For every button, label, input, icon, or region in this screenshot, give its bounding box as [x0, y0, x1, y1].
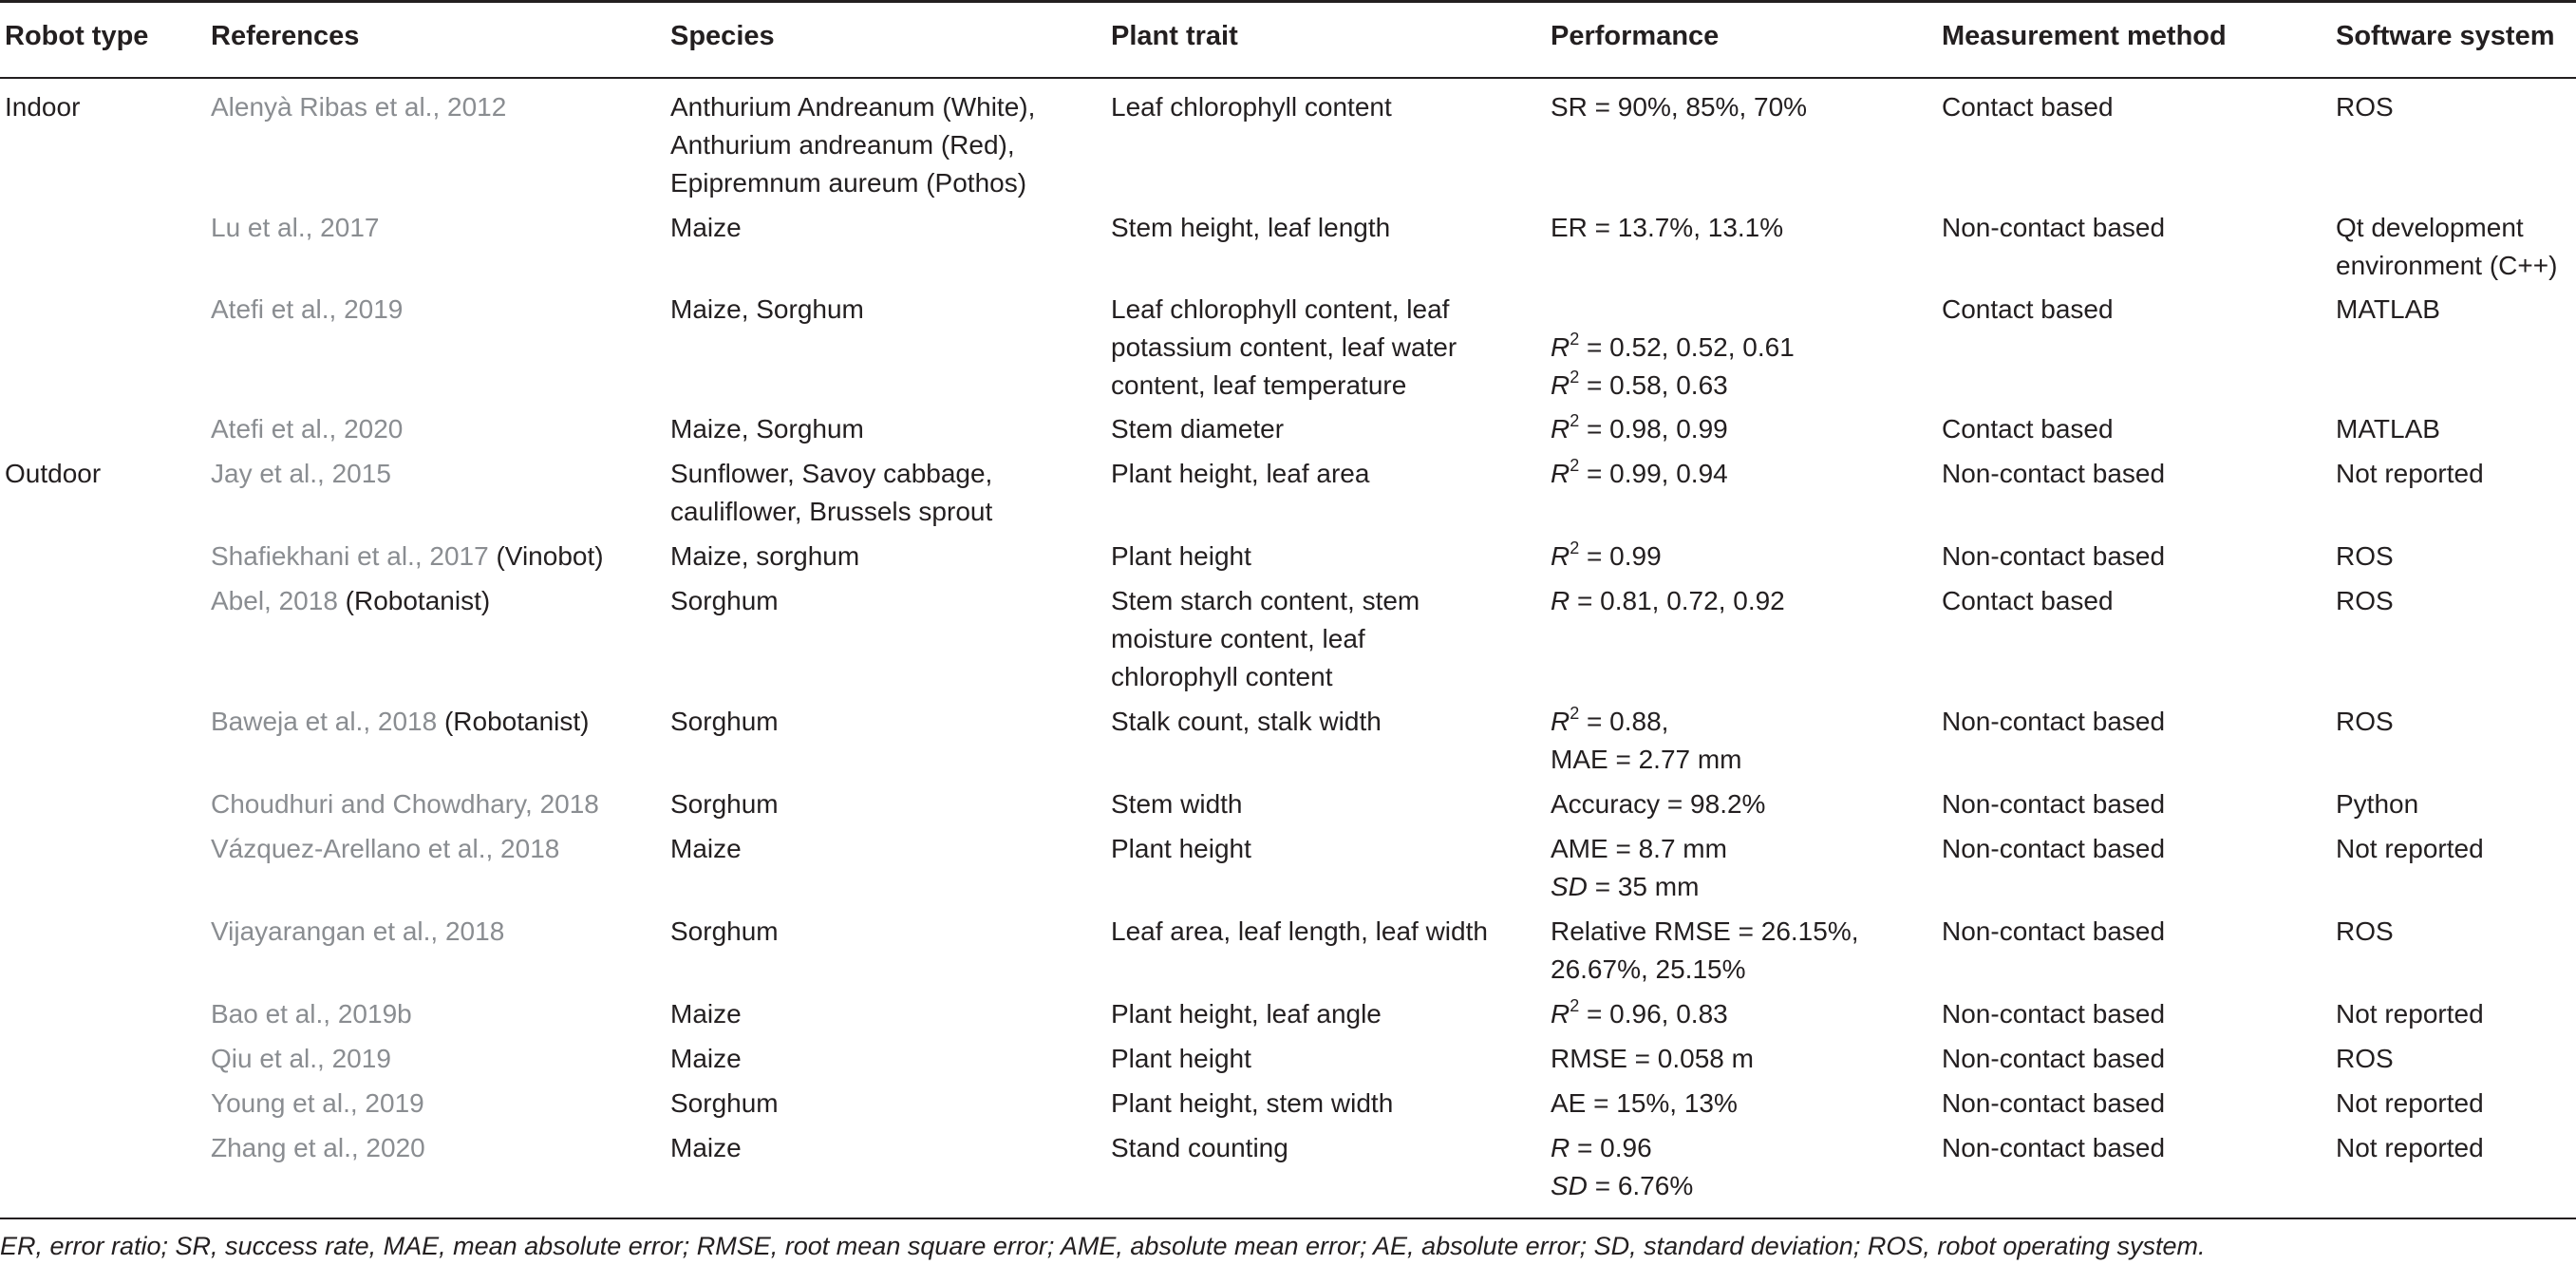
performance-cell: $R^2 = 0.96$, 0.83: [1551, 995, 1728, 1029]
software-system-cell: Not reported: [2336, 834, 2484, 863]
plant-trait-cell: Stem diameter: [1111, 414, 1285, 444]
species-cell: Maize: [670, 213, 742, 242]
species-cell: Maize: [670, 834, 742, 863]
header-software-system: Software system: [2336, 21, 2555, 51]
species-cell: Maize, sorghum: [670, 541, 860, 571]
software-system-cell: Not reported: [2336, 1133, 2484, 1162]
measurement-method-cell: Non-contact based: [1942, 834, 2166, 863]
header-performance: Performance: [1551, 21, 1720, 51]
plant-trait-cell: Leaf area, leaf length, leaf width: [1111, 916, 1488, 946]
reference-link[interactable]: Atefi et al., 2020: [211, 414, 404, 444]
plant-trait-cell: Stem width: [1111, 789, 1243, 819]
reference-link[interactable]: Abel, 2018 (Robotanist): [211, 586, 491, 615]
performance-cell: RMSE = 0.058 m: [1551, 1044, 1754, 1073]
reference-link[interactable]: Lu et al., 2017: [211, 213, 380, 242]
plant-trait-cell: Stem starch content, stem moisture content, leaf chlorophyll content: [1111, 586, 1420, 691]
performance-cell: R = 0.81, 0.72, 0.92: [1551, 586, 1785, 615]
measurement-method-cell: Non-contact based: [1942, 707, 2166, 736]
performance-cell: AME = 8.7 mm SD = 35 mm: [1551, 834, 1727, 901]
species-cell: Maize: [670, 999, 742, 1029]
performance-cell: $R^2 = 0.98$, 0.99: [1551, 410, 1728, 444]
species-cell: Sorghum: [670, 1088, 779, 1118]
plant-trait-cell: Plant height: [1111, 834, 1251, 863]
reference-link[interactable]: Vijayarangan et al., 2018: [211, 916, 505, 946]
species-cell: Maize, Sorghum: [670, 414, 864, 444]
software-system-cell: ROS: [2336, 541, 2394, 571]
plant-trait-cell: Plant height: [1111, 1044, 1251, 1073]
measurement-method-cell: Non-contact based: [1942, 1044, 2166, 1073]
species-cell: Sunflower, Savoy cabbage, cauliflower, Brussels sprout: [670, 459, 993, 526]
software-system-cell: MATLAB: [2336, 294, 2440, 324]
measurement-method-cell: Contact based: [1942, 414, 2114, 444]
reference-link[interactable]: Choudhuri and Chowdhary, 2018: [211, 789, 599, 819]
performance-cell: ER = 13.7%, 13.1%: [1551, 213, 1784, 242]
header-references: References: [211, 21, 360, 51]
performance-cell: Accuracy = 98.2%: [1551, 789, 1766, 819]
measurement-method-cell: Non-contact based: [1942, 459, 2166, 488]
plant-trait-cell: Plant height, leaf angle: [1111, 999, 1382, 1029]
plant-trait-cell: Stem height, leaf length: [1111, 213, 1391, 242]
reference-link[interactable]: Qiu et al., 2019: [211, 1044, 391, 1073]
table-bottom-rule: [0, 1218, 2576, 1219]
species-cell: Maize: [670, 1044, 742, 1073]
measurement-method-cell: Contact based: [1942, 586, 2114, 615]
measurement-method-cell: Non-contact based: [1942, 541, 2166, 571]
reference-link[interactable]: Baweja et al., 2018 (Robotanist): [211, 707, 590, 736]
measurement-method-cell: Non-contact based: [1942, 999, 2166, 1029]
software-system-cell: ROS: [2336, 916, 2394, 946]
table-footnote: ER, error ratio; SR, success rate, MAE, mean absolute error; RMSE, root mean square error; AME, absolute mean error; AE, absolute error; SD, standard deviation; ROS, robot operating system.: [0, 1232, 2206, 1260]
reference-link[interactable]: Young et al., 2019: [211, 1088, 424, 1118]
species-cell: Maize, Sorghum: [670, 294, 864, 324]
performance-cell: $R^2 = 0.52$, 0.52, 0.61 $R^2 = 0.58$, 0.63: [1551, 329, 1795, 400]
software-system-cell: Qt development environment (C++): [2336, 213, 2558, 280]
software-system-cell: ROS: [2336, 707, 2394, 736]
plant-trait-cell: Plant height: [1111, 541, 1251, 571]
performance-cell: Relative RMSE = 26.15%, 26.67%, 25.15%: [1551, 916, 1859, 984]
software-system-cell: ROS: [2336, 92, 2394, 122]
performance-cell: AE = 15%, 13%: [1551, 1088, 1738, 1118]
group-label-outdoor: Outdoor: [5, 459, 102, 488]
table-top-rule: [0, 0, 2576, 3]
reference-link[interactable]: Shafiekhani et al., 2017 (Vinobot): [211, 541, 604, 571]
software-system-cell: Python: [2336, 789, 2419, 819]
species-cell: Sorghum: [670, 789, 779, 819]
software-system-cell: ROS: [2336, 586, 2394, 615]
header-robot-type: Robot type: [5, 21, 149, 51]
reference-link[interactable]: Alenyà Ribas et al., 2012: [211, 92, 507, 122]
performance-cell: $R^2 = 0.99$, 0.94: [1551, 455, 1728, 488]
software-system-cell: Not reported: [2336, 1088, 2484, 1118]
measurement-method-cell: Non-contact based: [1942, 789, 2166, 819]
reference-link[interactable]: Bao et al., 2019b: [211, 999, 412, 1029]
reference-link[interactable]: Jay et al., 2015: [211, 459, 391, 488]
species-cell: Sorghum: [670, 586, 779, 615]
plant-trait-cell: Plant height, stem width: [1111, 1088, 1394, 1118]
species-cell: Sorghum: [670, 707, 779, 736]
reference-link[interactable]: Atefi et al., 2019: [211, 294, 404, 324]
plant-trait-cell: Stand counting: [1111, 1133, 1288, 1162]
species-cell: Anthurium Andreanum (White), Anthurium andreanum (Red), Epipremnum aureum (Pothos): [670, 92, 1036, 198]
species-cell: Sorghum: [670, 916, 779, 946]
plant-trait-cell: Leaf chlorophyll content, leaf potassium content, leaf water content, leaf temperature: [1111, 294, 1457, 400]
measurement-method-cell: Non-contact based: [1942, 213, 2166, 242]
header-plant-trait: Plant trait: [1111, 21, 1238, 51]
species-cell: Maize: [670, 1133, 742, 1162]
software-system-cell: Not reported: [2336, 999, 2484, 1029]
header-rule: [0, 77, 2576, 79]
software-system-cell: ROS: [2336, 1044, 2394, 1073]
measurement-method-cell: Contact based: [1942, 294, 2114, 324]
software-system-cell: Not reported: [2336, 459, 2484, 488]
performance-cell: R = 0.96 SD = 6.76%: [1551, 1133, 1694, 1200]
measurement-method-cell: Contact based: [1942, 92, 2114, 122]
measurement-method-cell: Non-contact based: [1942, 1088, 2166, 1118]
measurement-method-cell: Non-contact based: [1942, 916, 2166, 946]
performance-cell: $R^2 = 0.99$: [1551, 538, 1662, 571]
plant-trait-cell: Plant height, leaf area: [1111, 459, 1370, 488]
plant-trait-cell: Stalk count, stalk width: [1111, 707, 1382, 736]
measurement-method-cell: Non-contact based: [1942, 1133, 2166, 1162]
group-label-indoor: Indoor: [5, 92, 81, 122]
reference-link[interactable]: Zhang et al., 2020: [211, 1133, 425, 1162]
performance-cell: $R^2 = 0.88$, MAE = 2.77 mm: [1551, 703, 1742, 774]
software-system-cell: MATLAB: [2336, 414, 2440, 444]
plant-trait-cell: Leaf chlorophyll content: [1111, 92, 1392, 122]
performance-cell: SR = 90%, 85%, 70%: [1551, 92, 1808, 122]
header-measurement-method: Measurement method: [1942, 21, 2227, 51]
reference-link[interactable]: Vázquez-Arellano et al., 2018: [211, 834, 560, 863]
header-species: Species: [670, 21, 775, 51]
